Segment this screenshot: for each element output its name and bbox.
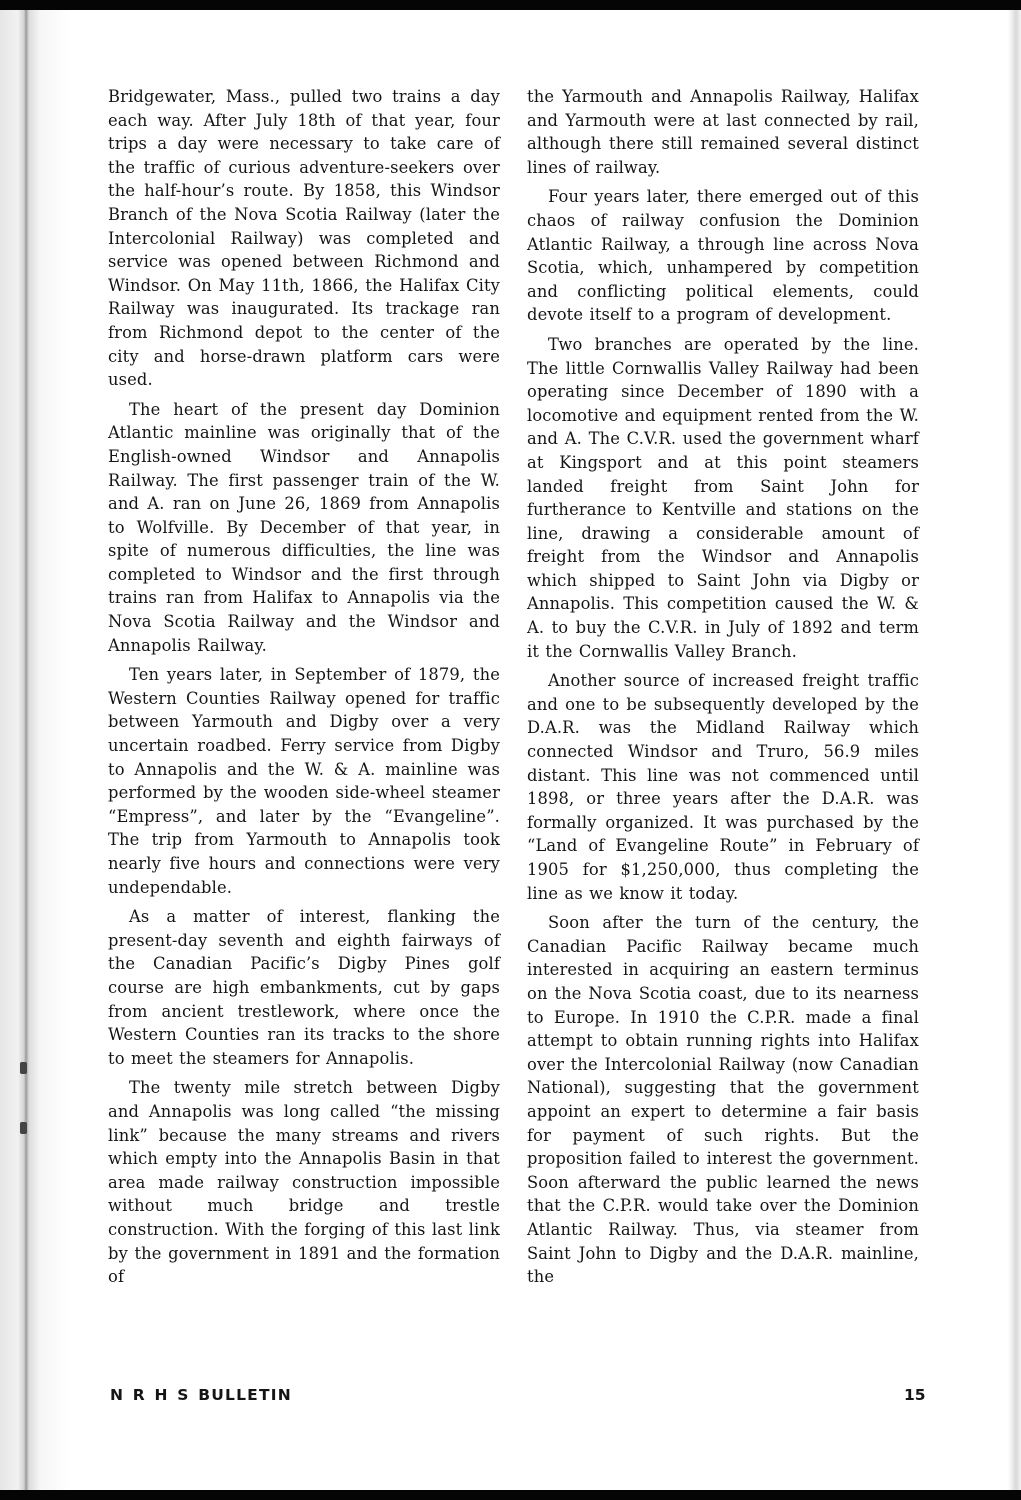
paragraph: The heart of the present day Dominion Atlantic mainline was originally that of the English-owned Windsor and Annapolis Railway. The first passenger train of the W. and A. ran on June 26, 1869 from Annapolis to Wolfville. By December of that year, in spite of numerous difficulties, the line was completed to Windsor and the first through trains ran from Halifax to Annapolis via the Nova Scotia Railway and the Windsor and Annapolis Railway. xyxy=(108,399,500,655)
paragraph: Four years later, there emerged out of this chaos of railway confusion the Dominion Atlantic Railway, a through line across Nova Scotia, which, unhampered by competition and conflicting political elements, could devote itself to a program of development. xyxy=(527,187,919,325)
paragraph: Ten years later, in September of 1879, the Western Counties Railway opened for traffic between Yarmouth and Digby over a very uncertain roadbed. Ferry service from Digby to Annapolis and the W. & A. mainline was performed by the wooden side-wheel steamer “Empress”, and later by the “Evangeline”. The trip from Yarmouth to Annapolis took nearly five hours and connections were very undependable. xyxy=(108,665,500,897)
binding-staple-mark xyxy=(20,1122,27,1134)
paragraph: Another source of increased freight traffic and one to be subsequently developed by the D.A.R. was the Midland Railway which connected Windsor and Truro, 56.9 miles distant. This line was not commenced until 1898, or three years after the D.A.R. was formally organized. It was purchased by the “Land of Evangeline Route” in February of 1905 for $1,250,000, thus completing the line as we know it today. xyxy=(527,671,919,903)
binding-staple-mark xyxy=(20,1062,27,1074)
scan-border-top xyxy=(0,0,1021,10)
paragraph: The twenty mile stretch between Digby and Annapolis was long called “the missing link” because the many streams and rivers which empty into the Annapolis Basin in that area made railway construction impossible without much bridge and trestle construction. With the forging of this last link by the government in 1891 and the formation of xyxy=(108,1078,500,1287)
page-number: 15 xyxy=(904,1386,926,1404)
paragraph: the Yarmouth and Annapolis Railway, Halifax and Yarmouth were at last connected by rail, although there still remained several distinct lines of railway. xyxy=(527,87,919,177)
paragraph: As a matter of interest, flanking the present-day seventh and eighth fairways of the Canadian Pacific’s Digby Pines golf course are high embankments, cut by gaps from ancient trestlework, where once the Western Counties ran its tracks to the shore to meet the steamers for Annapolis. xyxy=(108,907,500,1068)
paragraph: Soon after the turn of the century, the Canadian Pacific Railway became much interested in acquiring an eastern terminus on the Nova Scotia coast, due to its nearness to Europe. In 1910 the C.P.R. made a final attempt to obtain running rights into Halifax over the Intercolonial Railway (now Canadian National), suggesting that the government appoint an expert to determine a fair basis for payment of such rights. But the proposition failed to interest the government. Soon afterward the public learned the news that the C.P.R. would take over the Dominion Atlantic Railway. Thus, via steamer from Saint John to Digby and the D.A.R. mainline, the xyxy=(527,913,919,1287)
publication-footer: N R H S BULLETIN xyxy=(110,1386,292,1404)
text-column-left xyxy=(108,85,500,1295)
text-column-right xyxy=(527,85,919,1295)
paragraph: Two branches are operated by the line. The little Cornwallis Valley Railway had been operating since December of 1890 with a locomotive and equipment rented from the W. and A. The C.V.R. used the government wharf at Kingsport and at this point steamers landed freight from Saint John for furtherance to Kentville and stations on the line, drawing a considerable amount of freight from the Windsor and Annapolis which shipped to Saint John via Digby or Annapolis. This competition caused the W. & A. to buy the C.V.R. in July of 1892 and term it the Cornwallis Valley Branch. xyxy=(527,334,919,661)
scan-border-bottom xyxy=(0,1490,1021,1500)
paragraph: Bridgewater, Mass., pulled two trains a day each way. After July 18th of that year, four trips a day were necessary to take care of the traffic of curious adventure-seekers over the half-hour’s route. By 1858, this Windsor Branch of the Nova Scotia Railway (later the Intercolonial Railway) was completed and service was opened between Richmond and Windsor. On May 11th, 1866, the Halifax City Railway was inaugurated. Its trackage ran from Richmond depot to the center of the city and horse-drawn platform cars were used. xyxy=(108,87,500,390)
